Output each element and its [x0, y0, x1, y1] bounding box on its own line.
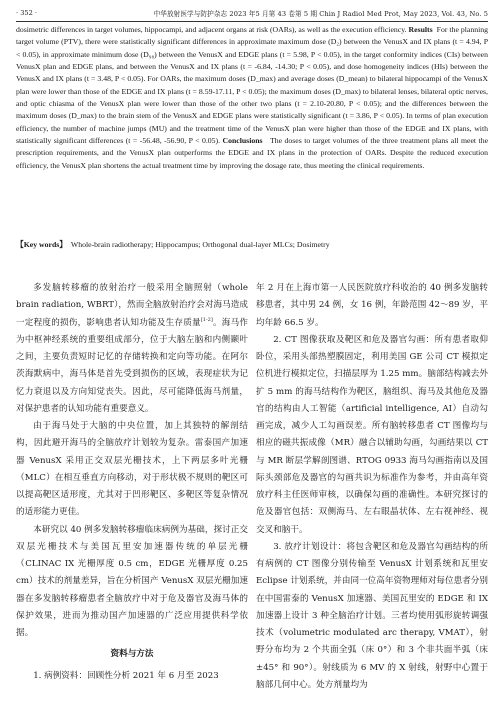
results-label: Results [408, 25, 433, 34]
intro-paragraph-2: 由于海马处于大脑的中央位置，加上其独特的解剖结构，因此避开海马的全脑放疗计划较为复杂。雷泰国产加速器 VenusX 采用正交双层光栅技术，上下两层多叶光栅（MLC）在相互垂直方向移动，对于形状极不规则的靶区可以提高靶区适形度，尤其对于凹形靶区、多靶区等复杂情况的适形能力更佳。 [16, 421, 248, 518]
citation-ref: [1-2] [200, 316, 213, 323]
english-abstract [16, 24, 488, 172]
abstract-methods-tail: dosimetric differences in target volumes, hippocampi, and adjacent organs at risk (OARs), as well as the execution efficiency. [16, 25, 409, 34]
abstract-paragraph [16, 24, 488, 172]
keywords-text: Whole-brain radiotherapy; Hippocampus; Orthogonal dual-layer MLCs; Dosimetry [70, 240, 330, 249]
methods-paragraph-2: 2. CT 图像获取及靶区和危及器官勾画：所有患者取仰卧位，采用头部热塑膜固定，利用美国 GE 公司 CT 模拟定位机进行模拟定位，扫描层厚为 1.25 mm。脑部结构减去外扩 5 mm 的海马结构作为靶区，脑组织、海马及其他危及器官的结构由人工智能（artificial intelligence, AI）自动勾画完成，减少人工勾画误差。所有脑转移患者 CT 图像均与相应的磁共振成像（MR）融合以辅助勾画，勾画结果以 CT 与 MR 断层学解剖图谱、RTOG 0933 海马勾画指南以及国际头颈部危及器官的勾画共识为标准作为参考，并由高年资放疗科主任医师审核，以确保勾画的准确性。本研究探讨的危及器官包括：双侧海马、左右眼晶状体、左右视神经、视交叉和脑干。 [256, 334, 488, 535]
keywords-label: 【Key words】 [16, 240, 68, 249]
results-text: For the planning target volume (PTV), there were statistically significant differences in approximate maximum dose (D₂) between the VenusX and IX plans (t = 4.94, P < 0.05), in approximate minimum dose (D₉₈) between the VenusX and EDGE plans (t = 5.98, P < 0.05), in the target conformity indices (CIs) between VenusX plan and EDGE plans, and between the VenusX and IX plans (t = -6.84, -14.30; P < 0.05), and dose homogeneity indices (HIs) between the VenusX and IX plans (t = 3.48, P < 0.05). For OARs, the maximum doses (D_max) and average doses (D_mean) to bilateral hippocampi of the VenusX plan were lower than those of the EDGE and IX plans (t = 8.59-17.11, P < 0.05); the maximum doses (D_max) to bilateral lenses, bilateral optic nerves, and optic chiasma of the VenusX plan were lower than those of the other two plans (t = 2.10-20.80, P < 0.05); and the differences between the maximum doses (D_max) to the brain stem of the VenusX and EDGE plans were statistically significant (t = 3.86, P < 0.05). In terms of plan execution efficiency, the number of machine jumps (MU) and the treatment time of the VenusX plan were higher than those of the EDGE and IX plans, with statistically significant differences (t = -56.48, -56.90, P < 0.05). [16, 25, 489, 146]
keywords [16, 239, 488, 251]
page-number: · 352 · [16, 9, 37, 17]
journal-citation: 中华放射医学与防护杂志 2023 年5 月第 43 卷第 5 期 Chin J Radiol Med Prot, May 2023, Vol. 43, No. 5 [153, 10, 488, 18]
intro-paragraph-1: 多发脑转移瘤的放射治疗一般采用全脑照射（whole brain radiation, WBRT），然而全脑放射治疗会对海马造成一定程度的损伤，影响患者认知功能及生存质量[1-2]。海马作为中枢神经系统的重要组成部分，位于大脑左脑和内侧颞叶之间，主要负责短时记忆的存储转换和定向等功能。在阿尔茨海默病中，海马体是首先受到损伤的区域，表现症状为记忆力衰退以及方向知觉丧失。因此，尽可能降低海马剂量，对保护患者的认知功能有重要意义。 [16, 283, 248, 414]
right-column [256, 280, 488, 694]
running-header [16, 6, 488, 20]
methods-paragraph-1: 1. 病例资料：回顾性分析 2021 年 6 月至 2023 [33, 670, 219, 681]
conclusions-label: Conclusions [222, 136, 263, 146]
section-heading-methods: 资料与方法 [110, 649, 154, 660]
methods-paragraph-1-cont: 年 2 月在上海市第一人民医院放疗科收治的 40 例多发脑转移患者，其中男 24 例，女 16 例，年龄范围 42～89 岁，平均年龄 66.5 岁。 [256, 283, 489, 328]
header-rule [16, 21, 488, 22]
intro-paragraph-3: 本研究以 40 例多发脑转移瘤临床病例为基础，探讨正交双层光栅技术与美国瓦里安加速器传统的单层光栅（CLINAC IX 光栅厚度 0.5 cm，EDGE 光栅厚度 0.25 cm）技术的剂量差异，旨在分析国产 VenusX 双层光栅加速器在多发脑转移瘤患者全脑放疗中对于危及器官及海马体的保护效果，进而为推动国产加速器的广泛应用提供科学依据。 [16, 524, 248, 638]
methods-paragraph-3: 3. 放疗计划设计：将包含靶区和危及器官勾画结构的所有病例的 CT 图像分别传输至 VenusX 计划系统和瓦里安 Eclipse 计划系统，并由同一位高年资物理师对每位患者分别在中国雷泰的 VenusX 加速器、美国瓦里安的 EDGE 和 IX 加速器上设计 3 种全脑治疗计划。三者均使用弧形旋转调强技术（volumetric modulated arc therapy, VMAT），射野分布均为 2 个共面全弧（床 0°）和 3 个非共面半弧（床±45° 和 90°）。射线质为 6 MV 的 X 射线，射野中心置于脑部几何中心。处方剂量均为 [256, 541, 488, 690]
left-column [16, 280, 248, 685]
conclusions-text: The doses to target volumes of the three treatment plans all meet the prescription requirements, and the VenusX plan outperforms the EDGE and IX plans in the protection of OARs. Despite the reduced execution efficiency, the VenusX plan shortens the actual treatment time by improving the dosage rate, thus meeting the clinical requirements. [16, 136, 489, 170]
